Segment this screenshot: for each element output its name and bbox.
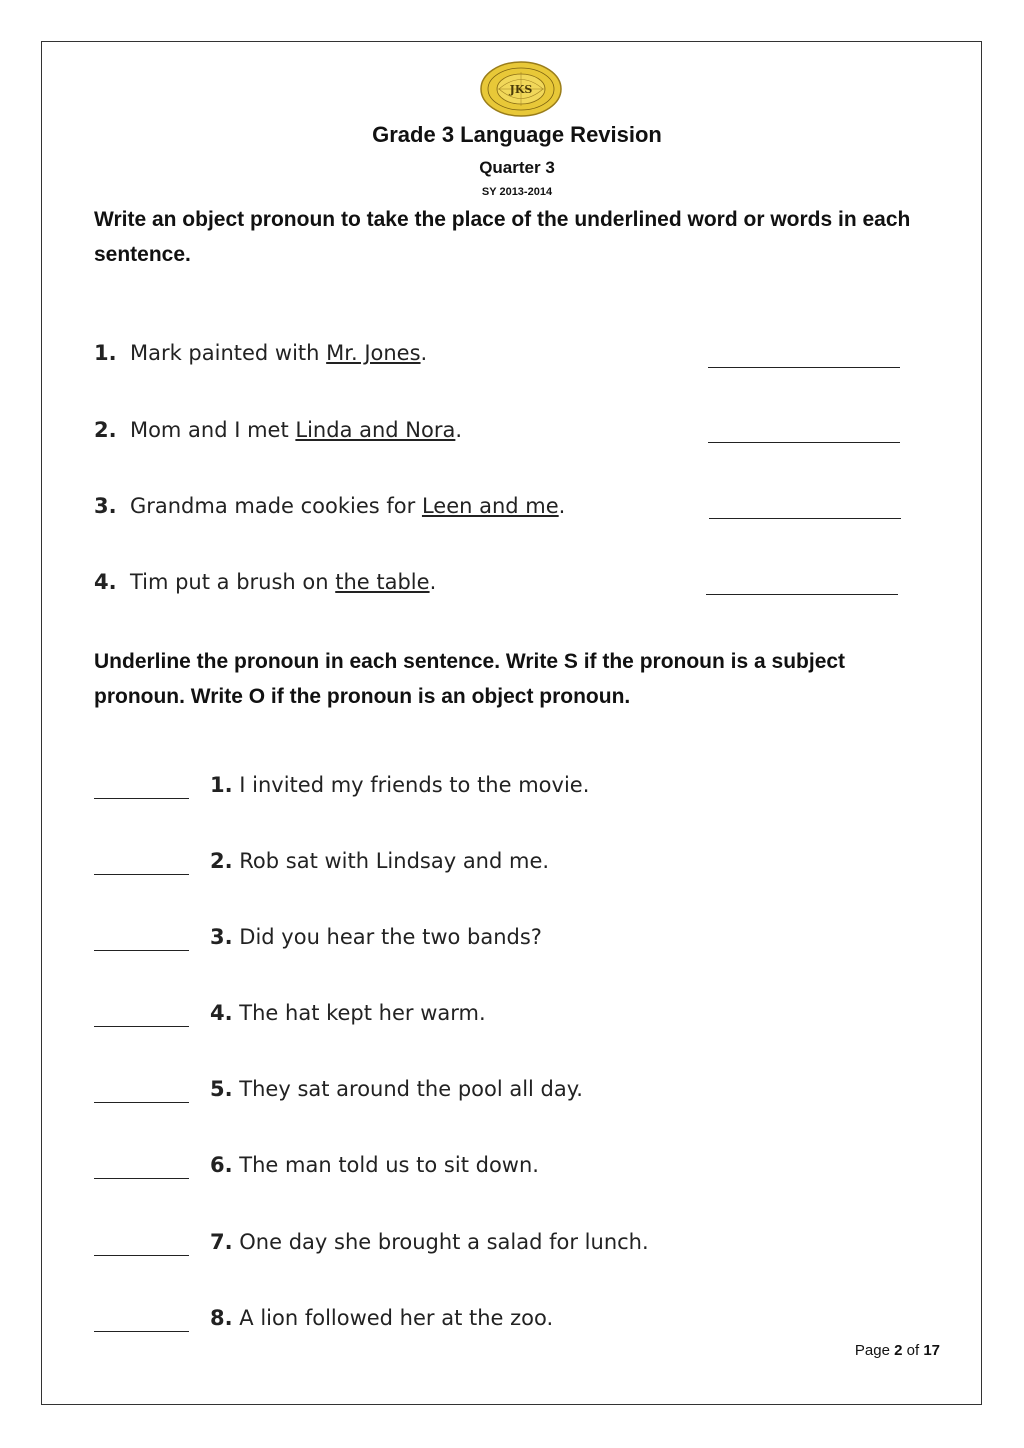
s-o-blank-4[interactable] xyxy=(94,1026,189,1027)
section2-item-8: 8. A lion followed her at the zoo. xyxy=(210,1306,554,1330)
section2-item-6: 6. The man told us to sit down. xyxy=(210,1153,539,1177)
answer-blank-3[interactable] xyxy=(709,518,901,519)
answer-blank-2[interactable] xyxy=(708,442,900,443)
section2-item-3: 3. Did you hear the two bands? xyxy=(210,925,542,949)
page-title: Grade 3 Language Revision xyxy=(372,122,662,147)
quarter-subtitle: Quarter 3 xyxy=(479,158,555,177)
s-o-blank-1[interactable] xyxy=(94,798,189,799)
page-number-footer: Page 2 of 17 xyxy=(854,1342,940,1359)
s-o-blank-5[interactable] xyxy=(94,1102,189,1103)
section2-item-1: 1. I invited my friends to the movie. xyxy=(210,773,590,797)
school-logo xyxy=(479,60,563,118)
s-o-blank-8[interactable] xyxy=(94,1331,189,1332)
section2-item-2: 2. Rob sat with Lindsay and me. xyxy=(210,849,550,873)
s-o-blank-6[interactable] xyxy=(94,1178,189,1179)
school-year: SY 2013-2014 xyxy=(481,186,553,198)
s-o-blank-7[interactable] xyxy=(94,1255,189,1256)
answer-blank-1[interactable] xyxy=(708,367,900,368)
s-o-blank-2[interactable] xyxy=(94,874,189,875)
section2-item-4: 4. The hat kept her warm. xyxy=(210,1001,486,1025)
s-o-blank-3[interactable] xyxy=(94,950,189,951)
section2-instruction: Underline the pronoun in each sentence. Write S if the pronoun is a subject pronoun. Write O if the pronoun is an object pronoun. xyxy=(94,650,846,708)
svg-text:JKS: JKS xyxy=(509,83,533,96)
section1-item-1: 1. Mark painted with Mr. Jones. xyxy=(94,341,428,365)
section2-item-5: 5. They sat around the pool all day. xyxy=(210,1077,583,1101)
section2-item-7: 7. One day she brought a salad for lunch. xyxy=(210,1230,649,1254)
answer-blank-4[interactable] xyxy=(706,594,898,595)
section1-instruction: Write an object pronoun to take the place of the underlined word or words in each sentence. xyxy=(94,208,911,266)
section1-item-3: 3. Grandma made cookies for Leen and me. xyxy=(94,494,566,518)
section1-item-2: 2. Mom and I met Linda and Nora. xyxy=(94,418,463,442)
section1-item-4: 4. Tim put a brush on the table. xyxy=(94,570,437,594)
